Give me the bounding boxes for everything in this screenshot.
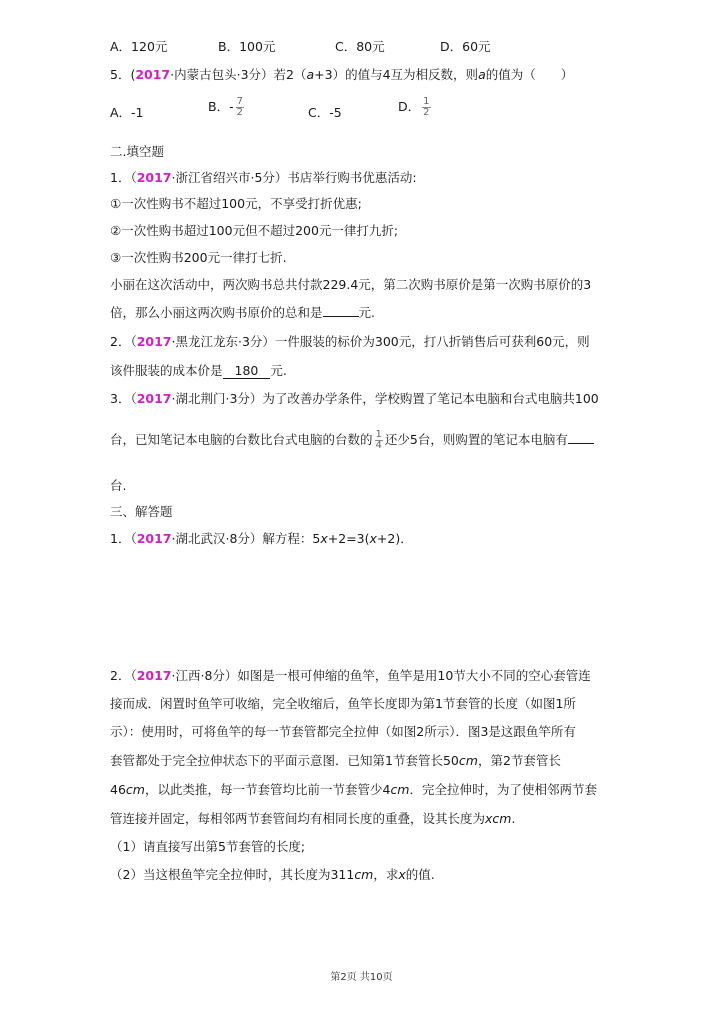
fill1-body-2: 倍，那么小丽这两次购书原价的总和是 元.	[110, 305, 375, 320]
answer-blank: 180	[223, 364, 271, 379]
ans2-line-3: 示）：使用时，可将鱼竿的每一节套管都完全拉伸（如图2所示）．图3是这跟鱼竿所有	[110, 724, 576, 739]
q5-option-a: A．-1	[110, 105, 144, 120]
q5-option-b: B．- $\frac{7}{2}$	[208, 96, 243, 118]
fill3-body: 台，已知笔记本电脑的台数比台式电脑的台数的 $\frac{1}{4}$ 还少5台，则购置的笔记本电脑有	[110, 430, 594, 451]
source-year: 2017	[136, 170, 172, 185]
answer-blank	[323, 316, 359, 317]
fraction: $\frac{1}{2}$	[423, 96, 430, 118]
ans2-line-4: 套管都处于完全拉伸状态下的平面示意图．已知第1节套管长50cm，第2节套管长	[110, 753, 561, 768]
fraction: $\frac{1}{4}$	[375, 429, 382, 451]
fill3-stem: 3．（2017·湖北荆门·3分）为了改善办学条件，学校购置了笔记本电脑和台式电脑共100	[110, 391, 599, 406]
ans2-subq-2: （2）当这根鱼竿完全拉伸时，其长度为311cm，求x的值.	[110, 867, 435, 882]
q4-option-b: B．100元	[218, 39, 276, 54]
ans2-line-2: 接而成．闲置时鱼竿可收缩，完全收缩后，鱼竿长度即为第1节套管的长度（如图1所	[110, 696, 576, 711]
section-title-fill-in: 二.填空题	[110, 144, 164, 159]
fraction: $\frac{7}{2}$	[236, 96, 243, 118]
fill1-rule-3: ③一次性购书200元一律打七折.	[110, 250, 287, 265]
source-year: 2017	[136, 531, 172, 546]
section-title-answer: 三、解答题	[110, 504, 173, 519]
q4-option-d: D．60元	[440, 39, 491, 54]
source-year: 2017	[136, 334, 172, 349]
q5-option-d: D． $\frac{1}{2}$	[398, 96, 430, 118]
fill2-stem: 2．（2017·黑龙江龙东·3分）一件服装的标价为300元，打八折销售后可获利60元，则	[110, 334, 590, 349]
q4-option-c: C．80元	[335, 39, 385, 54]
ans2-stem: 2．（2017·江西·8分）如图是一根可伸缩的鱼竿，鱼竿是用10节大小不同的空心套管连	[110, 668, 591, 683]
fill3-end: 台.	[110, 478, 127, 493]
fill1-stem: 1．（2017·浙江省绍兴市·5分）书店举行购书优惠活动:	[110, 170, 417, 185]
ans2-line-5: 46cm，以此类推，每一节套管均比前一节套管少4cm．完全拉伸时，为了使相邻两节套	[110, 782, 598, 797]
answer-blank	[568, 443, 594, 444]
source-year: 2017	[135, 67, 171, 82]
fill2-body: 该件服装的成本价是 180 元.	[110, 363, 287, 378]
ans1-stem: 1．（2017·湖北武汉·8分）解方程：5x+2=3(x+2)．	[110, 531, 413, 546]
q5-option-c: C．-5	[308, 105, 342, 120]
ans2-line-6: 管连接并固定，每相邻两节套管间均有相同长度的重叠，设其长度为xcm.	[110, 811, 516, 826]
ans2-subq-1: （1）请直接写出第5节套管的长度;	[110, 839, 306, 854]
q5-stem: 5．(2017·内蒙古包头·3分）若2（a+3）的值与4互为相反数，则a的值为（ ）	[110, 67, 574, 82]
source-year: 2017	[136, 391, 172, 406]
q4-option-a: A．120元	[110, 39, 168, 54]
page-footer: 第2页 共10页	[330, 972, 393, 983]
fill1-rule-1: ①一次性购书不超过100元，不享受打折优惠;	[110, 196, 362, 211]
fill1-rule-2: ②一次性购书超过100元但不超过200元一律打九折;	[110, 223, 399, 238]
source-year: 2017	[136, 668, 172, 683]
fill1-body-1: 小丽在这次活动中，两次购书总共付款229.4元，第二次购书原价是第一次购书原价的3	[110, 277, 592, 292]
